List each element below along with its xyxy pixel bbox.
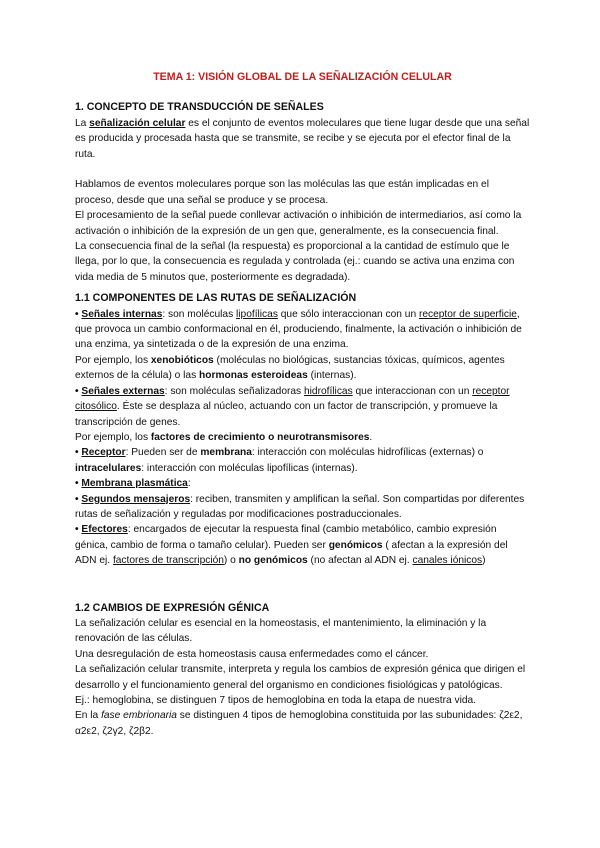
bullet-receptor: • Receptor: Pueden ser de membrana: interacción con moléculas hidrofílicas (externas) o intracelulares: interacción con moléculas lipofílicas (internas). (75, 447, 484, 474)
section-1-1-heading: 1.1 COMPONENTES DE LAS RUTAS DE SEÑALIZACIÓN (75, 292, 357, 305)
bullet-senales-externas: • Señales externas: son moléculas señalizadoras hidrofílicas que interaccionan con un receptor citosólico. Éste se desplaza al núcleo, actuando con un factor de transcripción, y promueve la transcripción de genes. (75, 385, 510, 428)
bullet-segundos-mensajeros: • Segundos mensajeros: reciben, transmiten y amplifican la señal. Son compartidas por diferentes rutas de señalización y reguladas por modificaciones postraduccionales. (75, 493, 525, 520)
section-1-2-paragraph-4: Ej.: hemoglobina, se distinguen 7 tipos de hemoglobina en toda la etapa de nuestra vida. (75, 695, 476, 707)
section-1-2-heading: 1.2 CAMBIOS DE EXPRESIÓN GÉNICA (75, 601, 270, 614)
example-xenobioticos: Por ejemplo, los xenobióticos (moléculas no biológicas, sustancias tóxicas, químicos, agentes externos de la célula) o las hormonas esteroideas (internas). (75, 354, 505, 382)
section-1-2-paragraph-3: La señalización celular transmite, interpreta y regula los cambios de expresión génica que dirigen el desarrollo y el funcionamiento general del organismo en condiciones fisiológicas y patológicas. (75, 664, 526, 691)
section-1-paragraph-4: La consecuencia final de la señal (la respuesta) es proporcional a la cantidad de estímulo que le llega, por lo que, la consecuencia es regulada y controlada (ej.: cuando se activa una enzima con vida media de 5 minutos que, posteriormente es degradada). (75, 241, 515, 283)
example-factores: Por ejemplo, los factores de crecimiento o neurotransmisores. (75, 431, 373, 443)
section-1-heading: 1. CONCEPTO DE TRANSDUCCIÓN DE SEÑALES (75, 101, 324, 114)
bullet-efectores: • Efectores: encargados de ejecutar la respuesta final (cambio metabólico, cambio expresión génica, cambio de forma o tamaño celular). Pueden ser genómicos ( afectan a la expresión del ADN ej. factores de transcripción) o no genómicos (no afectan al ADN ej. canales iónicos) (75, 524, 508, 567)
section-1-paragraph-1: La señalización celular es el conjunto de eventos moleculares que tiene lugar desde que una señal es producida y procesada hasta que se transmite, se recibe y se ejecuta por el efector final de la ruta. (75, 117, 530, 160)
bullet-senales-internas: • Señales internas: son moléculas lipofílicas que sólo interaccionan con un receptor de superficie, que provoca un cambio conformacional en él, produciendo, finalmente, la activación o inhibición de una enzima, ya sintetizada o de la expresión de una enzima. (75, 308, 522, 351)
document-title: TEMA 1: VISIÓN GLOBAL DE LA SEÑALIZACIÓN CELULAR (153, 71, 452, 83)
bullet-membrana: • Membrana plasmática: (75, 478, 191, 490)
section-1-paragraph-2: Hablamos de eventos moleculares porque son las moléculas las que están implicadas en el proceso, desde que una señal se produce y se procesa. (75, 179, 489, 206)
section-1-paragraph-3: El procesamiento de la señal puede conllevar activación o inhibición de intermediarios, así como la activación o inhibición de la expresión de un gen que, generalmente, es la consecuencia final. (75, 210, 522, 237)
term-senalizacion-celular: señalización celular (89, 117, 186, 129)
section-1-2-paragraph-1: La señalización celular es esencial en la homeostasis, el mantenimiento, la eliminación y la renovación de las células. (75, 617, 487, 645)
section-1-2-paragraph-5: En la fase embrionaria se distinguen 4 tipos de hemoglobina constituida por las subunidades: ζ2ε2, α2ε2, ζ2γ2, ζ2β2. (75, 710, 523, 737)
section-1-2-paragraph-2: Una desregulación de esta homeostasis causa enfermedades como el cáncer. (75, 648, 429, 660)
document-page (75, 70, 530, 739)
